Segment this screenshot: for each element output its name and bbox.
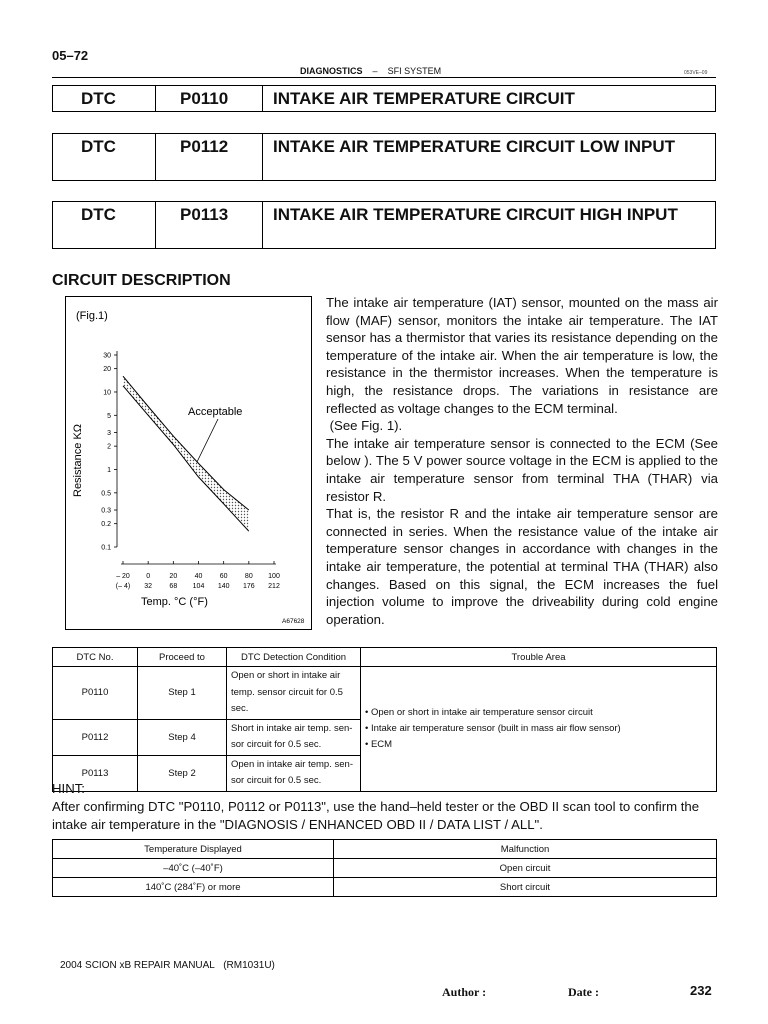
y-tick-label: 20 <box>103 366 111 374</box>
x-tick-label-f: 104 <box>192 583 205 590</box>
condition-cell: Short in intake air temp. sen-sor circuit for 0.5 sec. <box>227 719 361 755</box>
x-tick-label-f: 176 <box>242 583 255 590</box>
dtc-box-p0112 <box>52 133 716 181</box>
x-tick-label-c: 0 <box>146 573 151 580</box>
x-tick-label-c: 20 <box>169 573 178 580</box>
y-tick-label: 0.5 <box>101 490 111 498</box>
figure-code: A67628 <box>282 618 305 625</box>
y-tick-label: 0.1 <box>101 544 111 552</box>
section-separator: – <box>372 66 378 76</box>
acceptable-annotation: Acceptable <box>188 406 243 418</box>
proceed-to-cell: Step 4 <box>138 719 227 755</box>
dtc-title: INTAKE AIR TEMPERATURE CIRCUIT <box>273 89 575 108</box>
trouble-area-list <box>365 705 712 753</box>
table-header-row <box>53 840 717 859</box>
dtc-no-cell: P0112 <box>53 719 138 755</box>
y-axis-label: Resistance KΩ <box>72 423 84 497</box>
temperature-cell: –40˚C (–40˚F) <box>53 859 334 878</box>
x-tick-label-c: 60 <box>219 573 228 580</box>
upper-curve <box>123 376 249 510</box>
footer-date-label: Date : <box>568 985 599 999</box>
dtc-no-cell: P0110 <box>53 667 138 720</box>
table-header-row <box>53 648 717 667</box>
malfunction-cell: Short circuit <box>334 878 717 897</box>
hint-text: After confirming DTC "P0110, P0112 or P0113", use the hand–held tester or the OBD II scan tool to confirm the intake air temperature in the "DIAGNOSIS / ENHANCED OBD II / DATA LIST / ALL". <box>52 799 700 832</box>
trouble-area-cell <box>361 667 717 792</box>
x-tick-label-f: 32 <box>144 583 153 590</box>
x-tick-label-f: (– 4) <box>115 583 131 590</box>
x-tick-label-c: 100 <box>268 573 280 580</box>
proceed-to-cell: Step 1 <box>138 667 227 720</box>
dtc-code: P0113 <box>156 202 263 248</box>
dtc-box-p0113 <box>52 201 716 249</box>
dtc-code: P0112 <box>156 134 263 180</box>
resistance-chart <box>66 297 311 629</box>
x-tick-label-f: 140 <box>217 583 230 590</box>
figure-label: (Fig.1) <box>76 310 108 322</box>
temperature-cell: 140˚C (284˚F) or more <box>53 878 334 897</box>
dtc-label: DTC <box>53 86 156 111</box>
footer-page-number: 232 <box>690 983 712 998</box>
y-tick-label: 5 <box>107 412 111 420</box>
y-tick-label: 3 <box>107 430 111 438</box>
list-item: • ECM <box>365 738 393 750</box>
header-rule <box>52 77 716 78</box>
circuit-description-text <box>326 294 718 628</box>
y-tick-label: 1 <box>107 466 111 474</box>
y-tick-label: 10 <box>103 389 111 397</box>
footer-manual-title: 2004 SCION xB REPAIR MANUAL (RM1031U) <box>60 960 275 971</box>
malfunction-cell: Open circuit <box>334 859 717 878</box>
hint-label: HINT: <box>52 781 85 796</box>
x-tick-label-c: – 20 <box>116 573 130 580</box>
x-tick-label-c: 80 <box>244 573 253 580</box>
condition-cell: Open or short in intake air temp. sensor circuit for 0.5 sec. <box>227 667 361 720</box>
page-number-top: 05–72 <box>52 48 89 63</box>
section-header <box>300 66 441 76</box>
table-row <box>53 878 717 897</box>
col-malfunction: Malfunction <box>334 840 717 859</box>
description-paragraph: (See Fig. 1). <box>326 418 403 434</box>
dtc-label: DTC <box>53 202 156 248</box>
circuit-description-title: CIRCUIT DESCRIPTION <box>52 272 231 289</box>
footer-author-label: Author : <box>442 985 487 999</box>
y-tick-label: 0.2 <box>101 521 111 529</box>
col-detection-condition: DTC Detection Condition <box>227 648 361 667</box>
x-tick-label-c: 40 <box>194 573 203 580</box>
col-proceed-to: Proceed to <box>138 648 227 667</box>
description-paragraph: That is, the resistor R and the intake air temperature sensor are connected in series. When the resistance value of the intake air temperature sensor changes in accordance with changes in the intake air temperature, the potential at terminal THA (THAR) also changes. Based on this signal, the ECM increases the fuel injection volume to improve the driveability during cold engine operation. <box>326 506 718 627</box>
temperature-table <box>52 839 717 897</box>
doc-code: 053VE–09 <box>684 70 708 76</box>
dtc-no-cell: P0113 <box>53 755 138 791</box>
list-item: • Intake air temperature sensor (built in mass air flow sensor) <box>365 722 621 734</box>
annotation-pointer <box>196 419 218 464</box>
col-dtc-no: DTC No. <box>53 648 138 667</box>
table-row <box>53 667 717 720</box>
dtc-title: INTAKE AIR TEMPERATURE CIRCUIT HIGH INPUT <box>273 205 678 224</box>
condition-cell: Open in intake air temp. sen-sor circuit for 0.5 sec. <box>227 755 361 791</box>
x-tick-label-f: 68 <box>169 583 178 590</box>
section-name: DIAGNOSTICS <box>300 66 363 76</box>
table-row <box>53 859 717 878</box>
description-paragraph: The intake air temperature sensor is connected to the ECM (See below ). The 5 V power source voltage in the ECM is applied to the intake air temperature sensor from terminal THA (THAR) via resistor R. <box>326 435 718 504</box>
y-tick-label: 30 <box>103 352 111 360</box>
y-tick-label: 2 <box>107 443 111 451</box>
proceed-to-cell: Step 2 <box>138 755 227 791</box>
x-tick-label-f: 212 <box>268 583 280 590</box>
dtc-label: DTC <box>53 134 156 180</box>
dtc-code: P0110 <box>156 86 263 111</box>
col-temperature-displayed: Temperature Displayed <box>53 840 334 859</box>
dtc-box-p0110 <box>52 85 716 112</box>
dtc-table <box>52 647 717 792</box>
list-item: • Open or short in intake air temperature sensor circuit <box>365 706 593 718</box>
y-tick-label: 0.3 <box>101 507 111 515</box>
dtc-title: INTAKE AIR TEMPERATURE CIRCUIT LOW INPUT <box>273 137 675 156</box>
col-trouble-area: Trouble Area <box>361 648 717 667</box>
hint-block <box>52 780 722 834</box>
description-paragraph: The intake air temperature (IAT) sensor, mounted on the mass air flow (MAF) sensor, monitors the intake air temperature. The IAT sensor has a thermistor that varies its resistance depending on the temperature of the intake air. When the air temperature is low, the resistance in the thermistor increases. When the temperature is high, the resistance drops. The variations in resistance are reflected as voltage changes to the ECM terminal. <box>326 295 718 416</box>
subsection-name: SFI SYSTEM <box>387 66 442 76</box>
x-axis-label: Temp. °C (°F) <box>141 596 208 608</box>
figure-1 <box>65 296 312 630</box>
